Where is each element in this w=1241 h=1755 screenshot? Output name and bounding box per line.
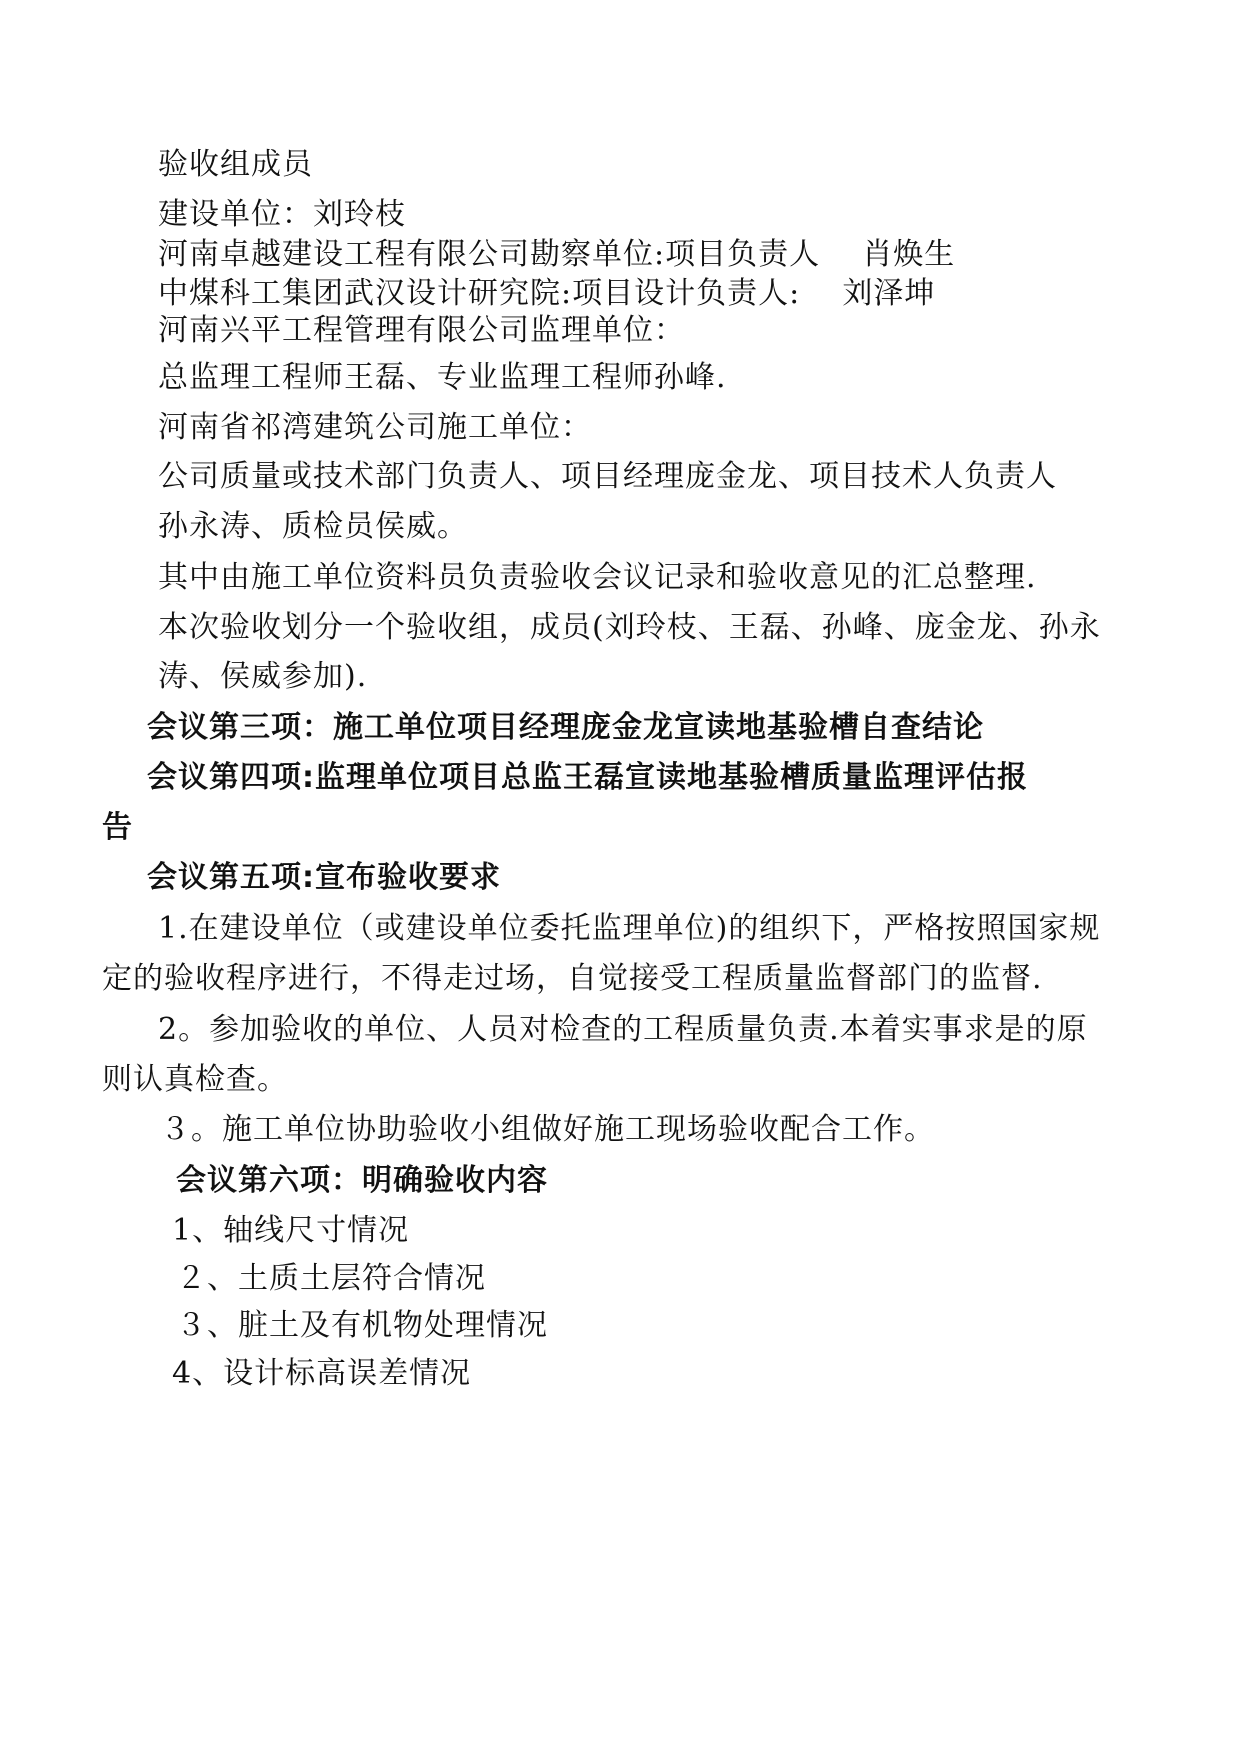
requirement-1-line-2: 定的验收程序进行，不得走过场，自觉接受工程质量监督部门的监督.: [102, 961, 1043, 996]
construction-unit-line: 河南省祁湾建筑公司施工单位：: [158, 410, 592, 445]
content-item-3: ３、脏土及有机物处理情况: [176, 1308, 548, 1343]
requirement-2-line-1: 2。参加验收的单位、人员对检查的工程质量负责.本着实事求是的原: [158, 1012, 1088, 1047]
supervision-staff-line: 总监理工程师王磊、专业监理工程师孙峰.: [158, 360, 727, 395]
requirement-3: ３。施工单位协助验收小组做好施工现场验收配合工作。: [160, 1112, 935, 1147]
survey-line: 河南卓越建设工程有限公司勘察单位:项目负责人 肖焕生: [158, 237, 956, 272]
item-4-heading-line-1: 会议第四项:监理单位项目总监王磊宣读地基验槽质量监理评估报: [147, 760, 1028, 795]
recorder-line: 其中由施工单位资料员负责验收会议记录和验收意见的汇总整理.: [158, 560, 1037, 595]
requirement-2-line-2: 则认真检查。: [102, 1062, 288, 1097]
members-heading: 验收组成员: [158, 147, 313, 182]
content-item-1: 1、轴线尺寸情况: [172, 1213, 410, 1248]
requirement-1-line-1: 1.在建设单位（或建设单位委托监理单位)的组织下，严格按照国家规: [158, 911, 1101, 946]
content-item-2: ２、土质土层符合情况: [176, 1261, 486, 1296]
owner-line: 建设单位：刘玲枝: [158, 197, 406, 232]
group-line-2: 涛、侯威参加).: [158, 659, 368, 694]
supervision-unit-line: 河南兴平工程管理有限公司监理单位：: [158, 313, 685, 348]
construction-staff-line-1: 公司质量或技术部门负责人、项目经理庞金龙、项目技术人负责人: [158, 459, 1057, 494]
item-4-heading-line-2: 告: [102, 810, 133, 845]
group-line-1: 本次验收划分一个验收组，成员(刘玲枝、王磊、孙峰、庞金龙、孙永: [158, 610, 1101, 645]
content-item-4: 4、设计标高误差情况: [172, 1356, 472, 1391]
item-5-heading: 会议第五项:宣布验收要求: [147, 860, 501, 895]
construction-staff-line-2: 孙永涛、质检员侯威。: [158, 509, 468, 544]
item-3-heading: 会议第三项：施工单位项目经理庞金龙宣读地基验槽自查结论: [147, 710, 984, 745]
item-6-heading: 会议第六项：明确验收内容: [176, 1163, 548, 1198]
design-line: 中煤科工集团武汉设计研究院:项目设计负责人: 刘泽坤: [158, 276, 936, 311]
